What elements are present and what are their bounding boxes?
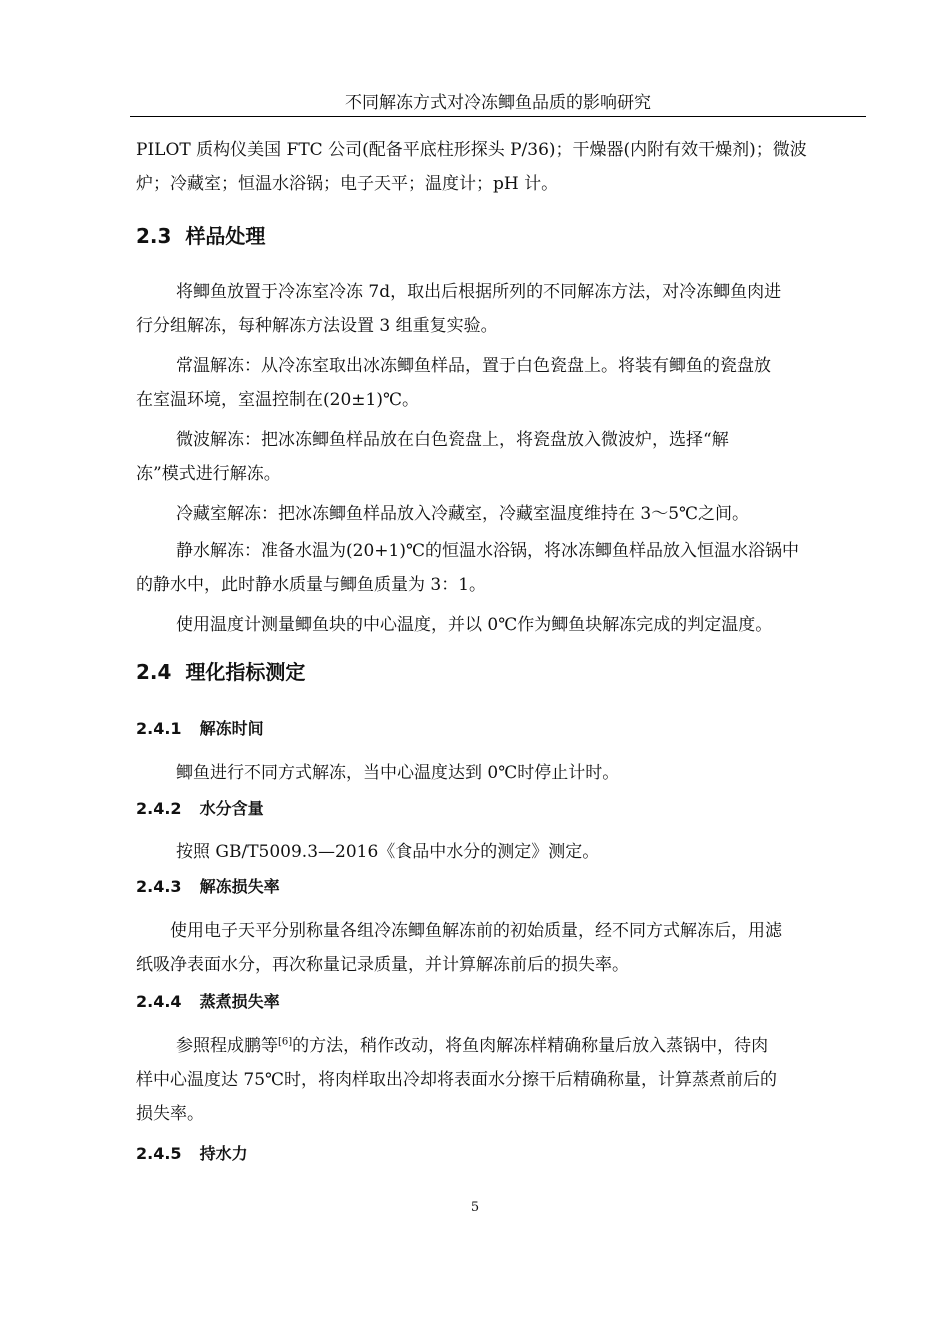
subsection-number: 2.4.2	[136, 799, 182, 818]
subsection-heading-2-4-3	[136, 875, 280, 899]
text-line: 使用电子天平分别称量各组冷冻鲫鱼解冻前的初始质量，经不同方式解冻后，用滤	[170, 921, 782, 941]
subsection-heading-2-4-1	[136, 717, 264, 741]
subsection-heading-2-4-2	[136, 797, 264, 821]
citation-ref[interactable]: [6]	[278, 1036, 293, 1048]
subsection-title: 解冻损失率	[199, 877, 280, 896]
text-line	[136, 1029, 860, 1063]
paragraph-still-water-thawing	[136, 534, 860, 602]
running-header: 不同解冻方式对冷冻鲫鱼品质的影响研究	[345, 93, 651, 113]
text-line: PILOT 质构仪美国 FTC 公司(配备平底柱形探头 P/36)；干燥器(内附有效干燥剂)；微波	[136, 140, 807, 160]
subsection-heading-2-4-4	[136, 990, 280, 1014]
text-line: 按照 GB/T5009.3—2016《食品中水分的测定》测定。	[176, 842, 600, 862]
section-title: 理化指标测定	[185, 660, 306, 684]
subsection-number: 2.4.3	[136, 877, 182, 896]
header-rule	[130, 116, 866, 117]
text-line: 样中心温度达 75℃时，将肉样取出冷却将表面水分擦干后精确称量，计算蒸煮前后的	[136, 1070, 778, 1090]
text-line: 静水解冻：准备水温为(20+1)℃的恒温水浴锅，将冰冻鲫鱼样品放入恒温水浴锅中	[176, 541, 799, 561]
text-line: 使用温度计测量鲫鱼块的中心温度，并以 0℃作为鲫鱼块解冻完成的判定温度。	[176, 615, 773, 635]
subsection-title: 蒸煮损失率	[199, 992, 280, 1011]
subsection-title: 持水力	[199, 1144, 248, 1163]
subsection-heading-2-4-5	[136, 1142, 248, 1166]
text-run: 的方法，稍作改动，将鱼肉解冻样精确称量后放入蒸锅中，待肉	[292, 1036, 769, 1056]
paragraph-cooking-loss	[136, 1029, 860, 1131]
paragraph-thawing-time	[136, 756, 860, 790]
text-line: 冷藏室解冻：把冰冻鲫鱼样品放入冷藏室，冷藏室温度维持在 3～5℃之间。	[176, 504, 750, 524]
paragraph-microwave-thawing	[136, 423, 860, 491]
text-line: 炉；冷藏室；恒温水浴锅；电子天平；温度计；pH 计。	[136, 174, 559, 194]
text-line: 鲫鱼进行不同方式解冻，当中心温度达到 0℃时停止计时。	[176, 763, 620, 783]
text-line: 将鲫鱼放置于冷冻室冷冻 7d，取出后根据所列的不同解冻方法，对冷冻鲫鱼肉进	[176, 282, 782, 302]
subsection-number: 2.4.5	[136, 1144, 182, 1163]
text-line: 损失率。	[136, 1104, 204, 1124]
paragraph-room-temp-thawing	[136, 349, 860, 417]
section-number: 2.4	[136, 660, 172, 684]
paragraph-thawing-loss	[136, 914, 860, 982]
paragraph-temperature-measurement	[136, 608, 860, 642]
section-heading-2-4	[136, 658, 305, 686]
subsection-title: 解冻时间	[199, 719, 264, 738]
text-line: 的静水中，此时静水质量与鲫鱼质量为 3：1。	[136, 575, 487, 595]
text-line: 微波解冻：把冰冻鲫鱼样品放在白色瓷盘上，将瓷盘放入微波炉，选择“解	[176, 430, 729, 450]
paragraph-equipment	[136, 133, 860, 201]
section-title: 样品处理	[185, 224, 266, 248]
paragraph-sample-processing	[136, 275, 860, 343]
section-number: 2.3	[136, 224, 172, 248]
text-line: 冻”模式进行解冻。	[136, 464, 281, 484]
section-heading-2-3	[136, 222, 265, 250]
text-line: 纸吸净表面水分，再次称量记录质量，并计算解冻前后的损失率。	[136, 955, 629, 975]
page-number: 5	[470, 1200, 480, 1215]
subsection-title: 水分含量	[199, 799, 264, 818]
text-line: 常温解冻：从冷冻室取出冰冻鲫鱼样品，置于白色瓷盘上。将装有鲫鱼的瓷盘放	[176, 356, 771, 376]
subsection-number: 2.4.1	[136, 719, 182, 738]
text-run: 参照程成鹏等	[176, 1036, 278, 1056]
subsection-number: 2.4.4	[136, 992, 182, 1011]
paragraph-fridge-thawing	[136, 497, 860, 531]
text-line: 在室温环境，室温控制在(20±1)℃。	[136, 390, 419, 410]
text-line: 行分组解冻，每种解冻方法设置 3 组重复实验。	[136, 316, 498, 336]
paragraph-moisture-content	[136, 835, 860, 869]
